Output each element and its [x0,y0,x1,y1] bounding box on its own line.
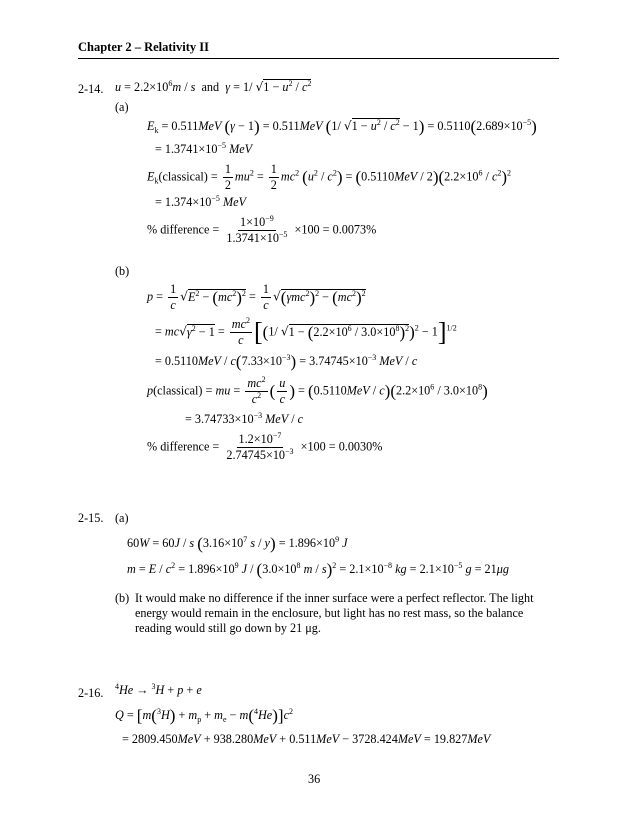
part-label-2-14-b: (b) [115,264,130,278]
eq-2-16-result: = 2809.450MeV + 938.280MeV + 0.511MeV − 3728.424MeV = 19.827MeV [122,732,491,746]
classical-label: (classical) [158,169,208,184]
text-2-15-b-line2: energy would remain in the enclosure, but light has no rest mass, so the balance [135,606,524,620]
eq-2-14-b-5: = $3.74733\times 10^{-3}$ MeV / c [185,411,304,426]
difference-label-a: % difference = [147,222,220,237]
eq-2-14-given: $u = 2.2\times 10^6m / s$ and γ = 1/ $√1 - u^2 / c^2$ [115,79,312,94]
page-number: 36 [308,772,321,786]
part-label-2-15-b: (b) [115,591,130,605]
eq-2-14-b-3: = $0.5110MeV / c(7.33\times 10^{-3}) = 3.74745\times 10^{-3}$ MeV / c [155,352,418,371]
part-label-2-14-a: (a) [115,100,129,114]
problem-number-2-15: 2-15. [78,511,104,525]
text-2-15-b-line1: It would make no difference if the inner surface were a perfect reflector. The light [135,591,534,605]
text-2-15-b-line3: reading would still go down by 21 μg. [135,621,321,635]
eq-2-14-b-6: % difference = $\frac{1.2\times 10^{-7}}{2.74745\times 10^{-3}}$ ×100 = 0.0030% [147,431,383,463]
eq-2-14-b-4: p(classical) = mu = $\frac{mc^2}{c^2}$ ( $\frac{u}{c}$ ) = $(0.5110MeV / c)(2.2\times 10^6 / 3.0\times 10^8)$ [147,375,488,407]
eq-2-14-a-3: $E_k(classical)$ = $\frac{1}{2}$ $mu^2$ = $\frac{1}{2}$ $mc^2$ $(u^2 / c^2) = (0.5110MeV / 2)(2.2\times 10^6 / c^2)^2$ [147,162,512,193]
eq-2-16-reaction: $^4$He → $^3$H + p + e [115,682,202,697]
header-rule [78,58,559,59]
eq-2-14-a-1: $E_k = 0.511MeV$ (γ − 1) = 0.511MeV (1/ $√1 - u^2 / c^2 - 1) = 0.5110(2.689\times 10^{-5})$ [147,117,537,136]
eq-2-14-b-1: p = $\frac{1}{c}$ $√E^2 - (mc^2)^2$ = $\frac{1}{c}$ $√(\gamma mc^2)^2 - (mc^2)^2$ [147,282,366,313]
p-classical-label: (classical) [153,383,203,398]
eq-2-14-a-4: = $1.374\times 10^{-5}$ MeV [155,194,246,209]
problem-number-2-14: 2-14. [78,82,104,96]
part-label-2-15-a: (a) [115,511,129,525]
eq-2-15-a-2: $m = E / c^2 = 1.896\times 10^9$ $J / (3.0\times 10^8$ $m / s)^2 = 2.1\times 10^{-8}$ kg = $2.1\times 10^{-5}$ g = 21μg [127,560,509,579]
eq-2-14-a-5: % difference = $\frac{1\times 10^{-9}}{1.3741\times 10^{-5}}$ ×100 = 0.0073% [147,214,377,246]
difference-label-b: % difference = [147,439,220,454]
eq-2-14-a-2: = $1.3741\times 10^{-5}$ MeV [155,141,253,156]
eq-2-16-q: $Q = [m(^3H) + m_p + m_e - m(^4He)]c^2$ [115,706,293,725]
eq-2-15-a-1: 60W = 60J / s ($3.16\times 10^7$ $s / y) = 1.896\times 10^9$ J [127,534,348,553]
problem-number-2-16: 2-16. [78,686,104,700]
eq-2-14-b-2: = $mc√\gamma^2 - 1$ = $\frac{mc^2}{c}$ [(1/ $√1 - (2.2\times 10^6 / 3.0\times 10^8)^2)^2 - 1]^{1/2}$ [155,316,457,348]
chapter-title: Chapter 2 – Relativity II [78,40,210,54]
